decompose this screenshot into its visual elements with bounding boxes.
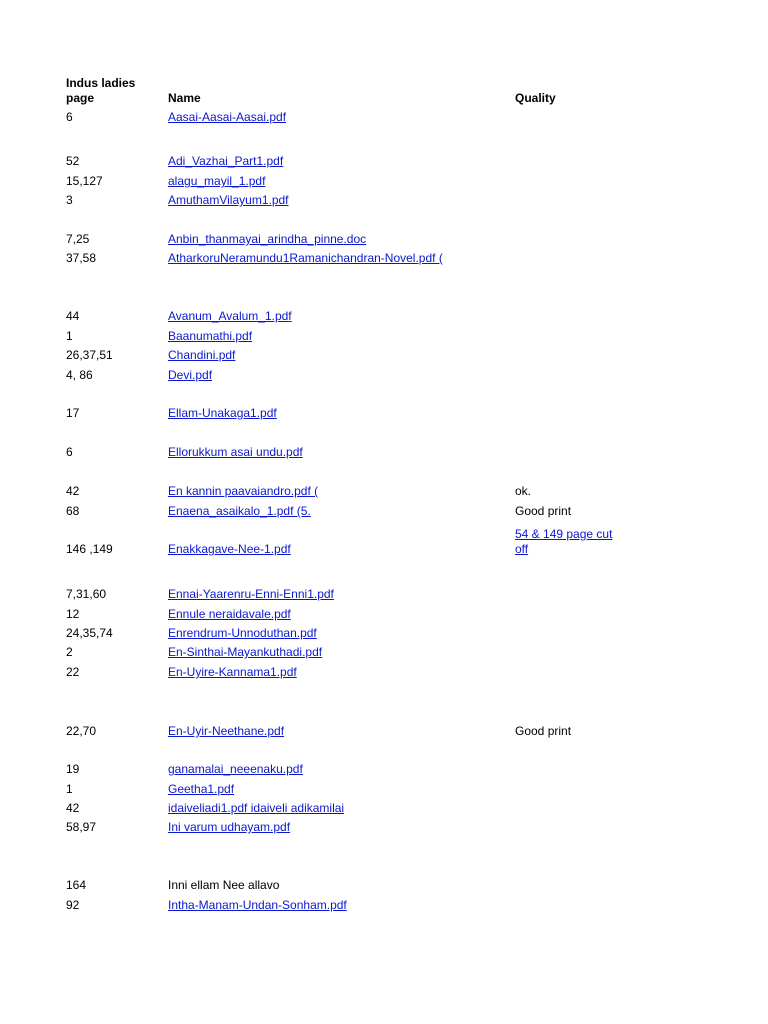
row-page: 42 xyxy=(66,801,80,815)
row-quality: Good print xyxy=(515,504,572,518)
row-page: 19 xyxy=(66,762,80,776)
file-link[interactable]: AmuthamVilayum1.pdf xyxy=(168,193,289,207)
row-page: 12 xyxy=(66,607,80,621)
file-link[interactable]: alagu_mayil_1.pdf xyxy=(168,174,266,188)
file-link[interactable]: En-Uyir-Neethane.pdf xyxy=(168,724,285,738)
row-page: 2 xyxy=(66,645,73,659)
row-page: 164 xyxy=(66,878,87,892)
row-quality: ok. xyxy=(515,484,532,498)
file-link[interactable]: Avanum_Avalum_1.pdf xyxy=(168,309,292,323)
row-page: 24,35,74 xyxy=(66,626,113,640)
row-page: 6 xyxy=(66,445,73,459)
file-link[interactable]: Aasai-Aasai-Aasai.pdf xyxy=(168,110,287,124)
file-link[interactable]: En-Sinthai-Mayankuthadi.pdf xyxy=(168,645,323,659)
file-link[interactable]: Ellam-Unakaga1.pdf xyxy=(168,406,277,420)
row-page: 6 xyxy=(66,110,73,124)
file-link[interactable]: Enrendrum-Unnoduthan.pdf xyxy=(168,626,317,640)
file-link[interactable]: Ini varum udhayam.pdf xyxy=(168,820,291,834)
row-page: 68 xyxy=(66,504,80,518)
row-page: 17 xyxy=(66,406,80,420)
row-page: 3 xyxy=(66,193,73,207)
file-link[interactable]: ganamalai_neeenaku.pdf xyxy=(168,762,303,776)
column-header-page: Indus ladies page xyxy=(66,76,136,105)
file-link[interactable]: Devi.pdf xyxy=(168,368,213,382)
file-link[interactable]: En-Uyire-Kannama1.pdf xyxy=(168,665,297,679)
row-page: 44 xyxy=(66,309,80,323)
file-link[interactable]: Ellorukkum asai undu.pdf xyxy=(168,445,303,459)
file-link[interactable]: Ennule neraidavale.pdf xyxy=(168,607,291,621)
file-name-text: Inni ellam Nee allavo xyxy=(168,878,280,892)
row-page: 22,70 xyxy=(66,724,97,738)
file-link[interactable]: Baanumathi.pdf xyxy=(168,329,253,343)
row-page: 1 xyxy=(66,782,73,796)
file-link[interactable]: Enakkagave-Nee-1.pdf xyxy=(168,542,291,556)
row-page: 42 xyxy=(66,484,80,498)
file-link[interactable]: Intha-Manam-Undan-Sonham.pdf xyxy=(168,898,347,912)
file-link[interactable]: Enaena_asaikalo_1.pdf (5. xyxy=(168,504,311,518)
file-link[interactable]: En kannin paavaiandro.pdf ( xyxy=(168,484,319,498)
file-link[interactable]: Adi_Vazhai_Part1.pdf xyxy=(168,154,284,168)
row-page: 22 xyxy=(66,665,80,679)
row-page: 52 xyxy=(66,154,80,168)
row-page: 15,127 xyxy=(66,174,103,188)
row-page: 1 xyxy=(66,329,73,343)
row-quality: Good print xyxy=(515,724,572,738)
file-link[interactable]: idaiveliadi1.pdf idaiveli adikamilai xyxy=(168,801,345,815)
row-page: 7,25 xyxy=(66,232,90,246)
column-header-name: Name xyxy=(168,91,201,105)
row-page: 37,58 xyxy=(66,251,97,265)
row-page: 26,37,51 xyxy=(66,348,113,362)
quality-note-link[interactable]: 54 & 149 page cut off xyxy=(515,527,613,556)
file-link[interactable]: AtharkoruNeramundu1Ramanichandran-Novel.pdf ( xyxy=(168,251,443,265)
row-page: 58,97 xyxy=(66,820,97,834)
file-link[interactable]: Geetha1.pdf xyxy=(168,782,235,796)
row-page: 146 ,149 xyxy=(66,542,113,556)
row-page: 92 xyxy=(66,898,80,912)
row-page: 4, 86 xyxy=(66,368,93,382)
file-link[interactable]: Anbin_thanmayai_arindha_pinne.doc xyxy=(168,232,367,246)
column-header-quality: Quality xyxy=(515,91,556,105)
file-link[interactable]: Chandini.pdf xyxy=(168,348,236,362)
row-page: 7,31,60 xyxy=(66,587,107,601)
file-link[interactable]: Ennai-Yaarenru-Enni-Enni1.pdf xyxy=(168,587,334,601)
